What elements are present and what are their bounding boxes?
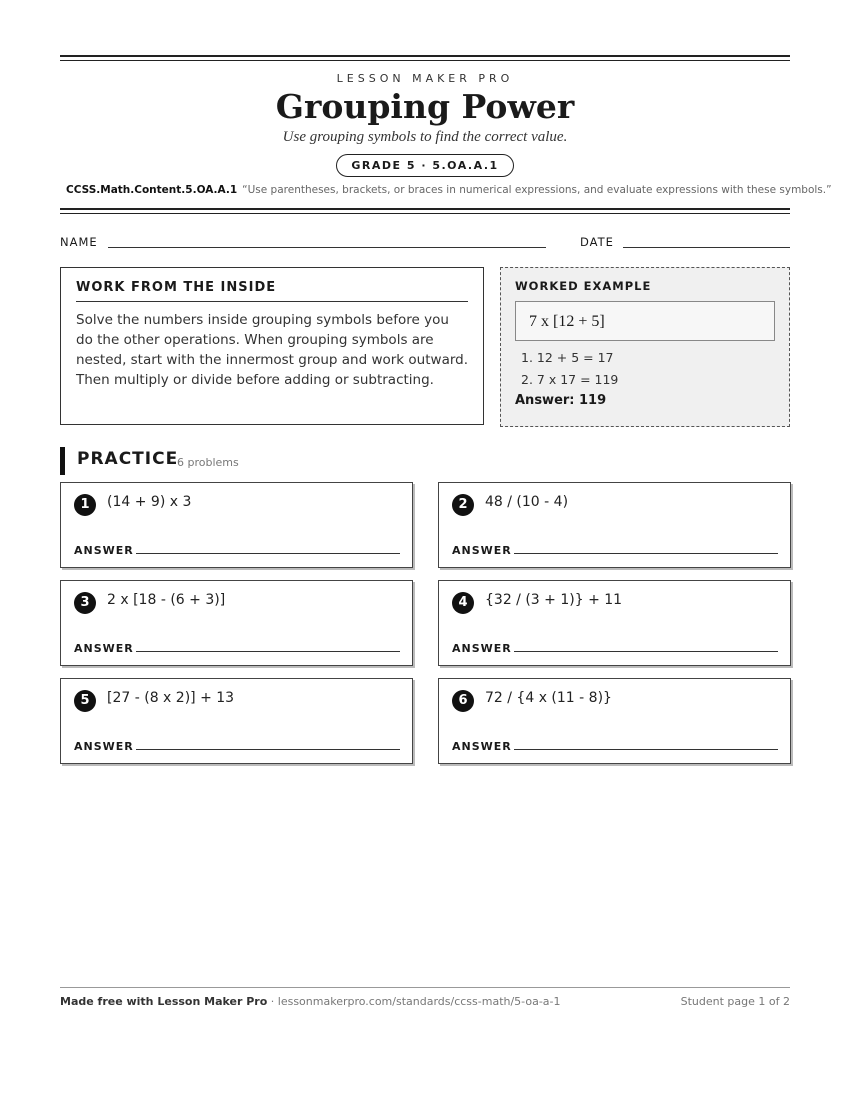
answer-label: ANSWER	[452, 544, 512, 557]
page-footer	[60, 987, 790, 1008]
problem-card-1	[60, 482, 413, 568]
answer-field[interactable]	[136, 749, 400, 750]
answer-label: ANSWER	[74, 642, 134, 655]
answer-label: ANSWER	[74, 740, 134, 753]
intro-boxes	[60, 267, 790, 427]
problem-expression: 72 / {4 x (11 - 8)}	[485, 690, 612, 706]
problem-number: 6	[452, 690, 474, 712]
problem-number: 5	[74, 690, 96, 712]
problem-expression: (14 + 9) x 3	[107, 494, 192, 510]
footer-page-number: Student page 1 of 2	[680, 995, 790, 1008]
problem-number: 1	[74, 494, 96, 516]
top-rule	[60, 55, 790, 61]
footer-url[interactable]: · lessonmakerpro.com/standards/ccss-math/5-oa-a-1	[267, 995, 561, 1008]
problem-expression: {32 / (3 + 1)} + 11	[485, 592, 623, 608]
worked-example-expression: 7 x [12 + 5]	[515, 301, 775, 341]
instructions-heading: WORK FROM THE INSIDE	[76, 280, 468, 302]
date-label: DATE	[580, 235, 614, 249]
footer-made-with: Made free with Lesson Maker Pro	[60, 995, 268, 1008]
worked-example-answer: Answer: 119	[515, 393, 607, 408]
practice-accent-bar	[60, 447, 65, 475]
worked-example-box	[500, 267, 790, 427]
answer-field[interactable]	[136, 651, 400, 652]
problem-card-5	[60, 678, 413, 764]
name-field[interactable]	[108, 247, 546, 248]
problem-card-4	[438, 580, 791, 666]
grade-badge: GRADE 5 · 5.OA.A.1	[336, 154, 513, 177]
answer-label: ANSWER	[74, 544, 134, 557]
problem-expression: 2 x [18 - (6 + 3)]	[107, 592, 226, 608]
worked-example-step: 1. 12 + 5 = 17	[521, 350, 614, 365]
practice-count: 6 problems	[177, 456, 239, 469]
problem-expression: [27 - (8 x 2)] + 13	[107, 690, 235, 706]
worked-example-step: 2. 7 x 17 = 119	[521, 372, 619, 387]
header-bottom-rule	[60, 208, 790, 214]
standard-code: CCSS.Math.Content.5.OA.A.1	[66, 184, 238, 196]
problem-card-3	[60, 580, 413, 666]
problem-number: 3	[74, 592, 96, 614]
problem-card-2	[438, 482, 791, 568]
name-date-row	[60, 233, 790, 251]
answer-field[interactable]	[514, 553, 778, 554]
date-field[interactable]	[623, 247, 790, 248]
page-subtitle: Use grouping symbols to find the correct value.	[282, 129, 568, 145]
brand-label: LESSON MAKER PRO	[336, 72, 514, 85]
problem-number: 4	[452, 592, 474, 614]
answer-label: ANSWER	[452, 642, 512, 655]
answer-field[interactable]	[514, 651, 778, 652]
answer-field[interactable]	[514, 749, 778, 750]
answer-field[interactable]	[136, 553, 400, 554]
standard-line	[60, 184, 832, 196]
worked-example-steps	[515, 347, 775, 391]
problem-expression: 48 / (10 - 4)	[485, 494, 569, 510]
problem-number: 2	[452, 494, 474, 516]
practice-header	[60, 447, 790, 475]
instructions-box	[60, 267, 484, 425]
standard-text: “Use parentheses, brackets, or braces in numerical expressions, and evaluate expressions with these symbols.”	[242, 184, 832, 196]
practice-grid	[60, 482, 790, 772]
answer-label: ANSWER	[452, 740, 512, 753]
page-title: Grouping Power	[275, 87, 575, 126]
instructions-text: Solve the numbers inside grouping symbols before you do the other operations. When grouping symbols are nested, start with the innermost group and work outward. Then multiply or divide before adding or subtracting.	[76, 312, 469, 388]
practice-title: PRACTICE	[77, 449, 179, 469]
worked-example-heading: WORKED EXAMPLE	[515, 279, 652, 293]
problem-card-6	[438, 678, 791, 764]
worksheet-page	[60, 55, 832, 772]
name-label: NAME	[60, 235, 98, 249]
